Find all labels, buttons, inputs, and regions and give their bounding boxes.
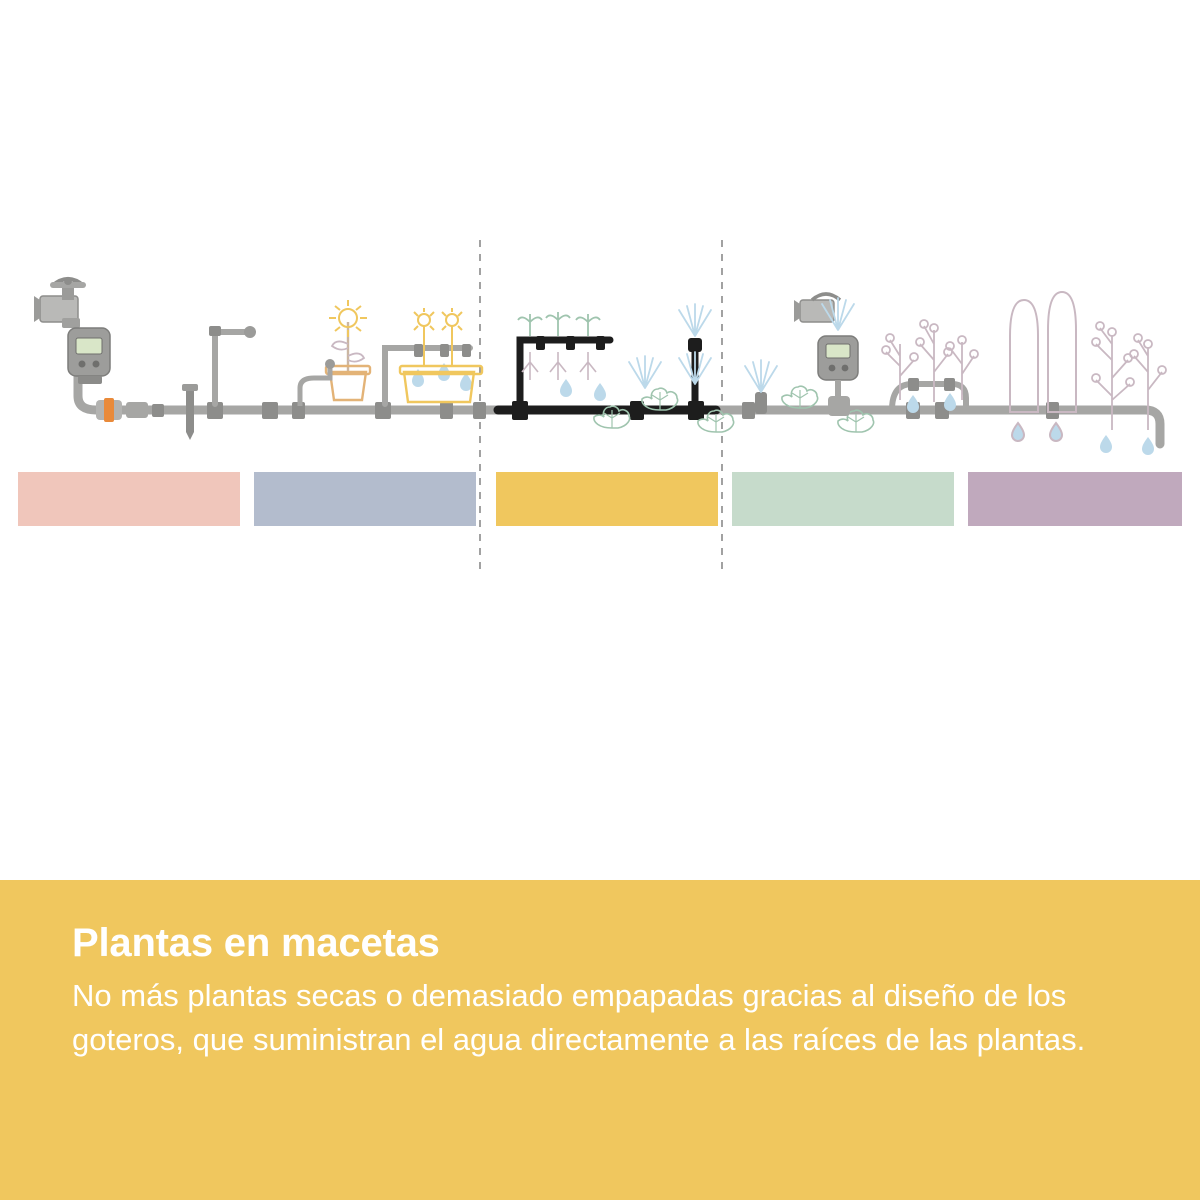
zone-color-bars xyxy=(18,472,1182,526)
planter-box xyxy=(385,308,482,404)
zone-bar-1 xyxy=(18,472,240,526)
second-faucet-timer xyxy=(794,294,858,416)
micro-sprinkler-riser xyxy=(679,304,711,352)
caption-title: Plantas en macetas xyxy=(72,921,440,965)
zone-bar-3 xyxy=(496,472,718,526)
potted-plant xyxy=(300,300,370,406)
hedge-row xyxy=(1010,292,1076,441)
vegetable-drip-row xyxy=(518,312,606,401)
caption-body: No más plantas secas o demasiado empapadas gracias al diseño de los goteros, que suministran el agua directamente a las raíces de las plantas. xyxy=(72,978,1086,1058)
caption-band xyxy=(0,880,1200,1200)
zone-bar-5 xyxy=(968,472,1182,526)
riser-arm-left xyxy=(209,326,256,404)
main-pipe xyxy=(78,362,1160,444)
water-timer-device xyxy=(68,328,110,384)
zone-bar-4 xyxy=(732,472,954,526)
hose-connector-orange xyxy=(96,398,164,422)
shrub-drip-line xyxy=(1092,322,1166,455)
zone-bar-2 xyxy=(254,472,476,526)
faucet-icon xyxy=(34,277,86,328)
